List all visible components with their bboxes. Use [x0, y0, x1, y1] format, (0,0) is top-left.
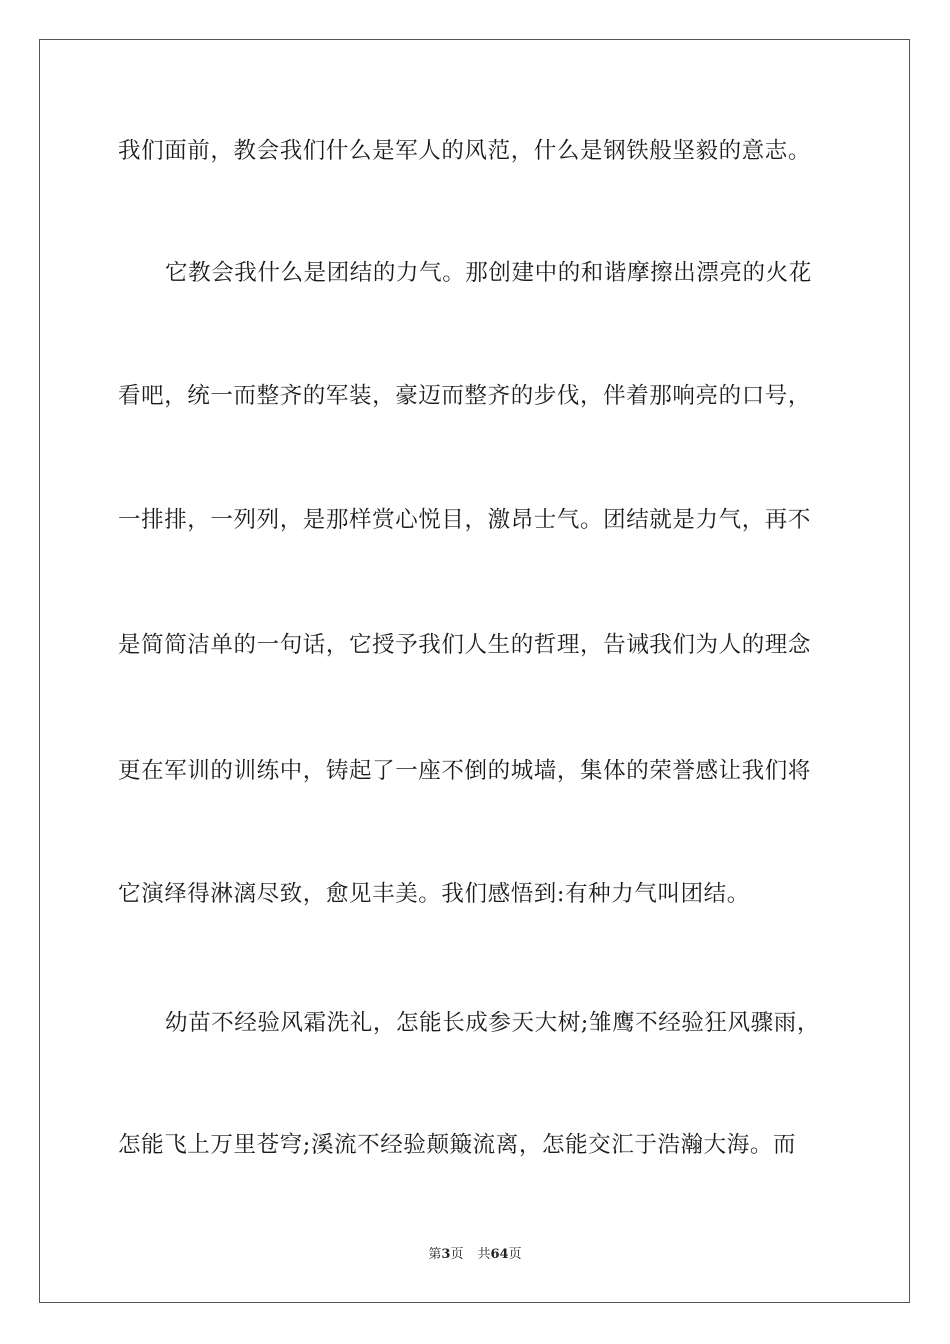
page-frame: [39, 39, 910, 1303]
current-page-number: 3: [441, 1247, 451, 1262]
text-line-1: 我们面前，教会我们什么是军人的风范，什么是钢铁般坚毅的意志。: [118, 138, 812, 164]
total-prefix: 共: [477, 1247, 491, 1262]
text-line-5: 是简简洁单的一句话，它授予我们人生的哲理，告诫我们为人的理念: [118, 632, 812, 658]
page-prefix: 第: [428, 1247, 442, 1262]
page-suffix: 页: [450, 1247, 464, 1262]
text-line-9: 怎能飞上万里苍穹;溪流不经验颠簸流离，怎能交汇于浩瀚大海。而: [118, 1132, 797, 1158]
page-footer: [0, 1246, 950, 1264]
text-line-2: 它教会我什么是团结的力气。那创建中的和谐摩擦出漂亮的火花: [165, 260, 812, 286]
text-line-3: 看吧，统一而整齐的军装，豪迈而整齐的步伐，伴着那响亮的口号，: [118, 383, 812, 409]
text-line-4: 一排排，一列列，是那样赏心悦目，激昂士气。团结就是力气，再不: [118, 507, 812, 533]
text-line-8: 幼苗不经验风霜洗礼，怎能长成参天大树;雏鹰不经验狂风骤雨，: [165, 1010, 820, 1036]
text-line-7: 它演绎得淋漓尽致，愈见丰美。我们感悟到:有种力气叫团结。: [118, 881, 750, 907]
total-page-count: 64: [490, 1247, 509, 1262]
text-line-6: 更在军训的训练中，铸起了一座不倒的城墙，集体的荣誉感让我们将: [118, 758, 812, 784]
total-suffix: 页: [508, 1247, 522, 1262]
